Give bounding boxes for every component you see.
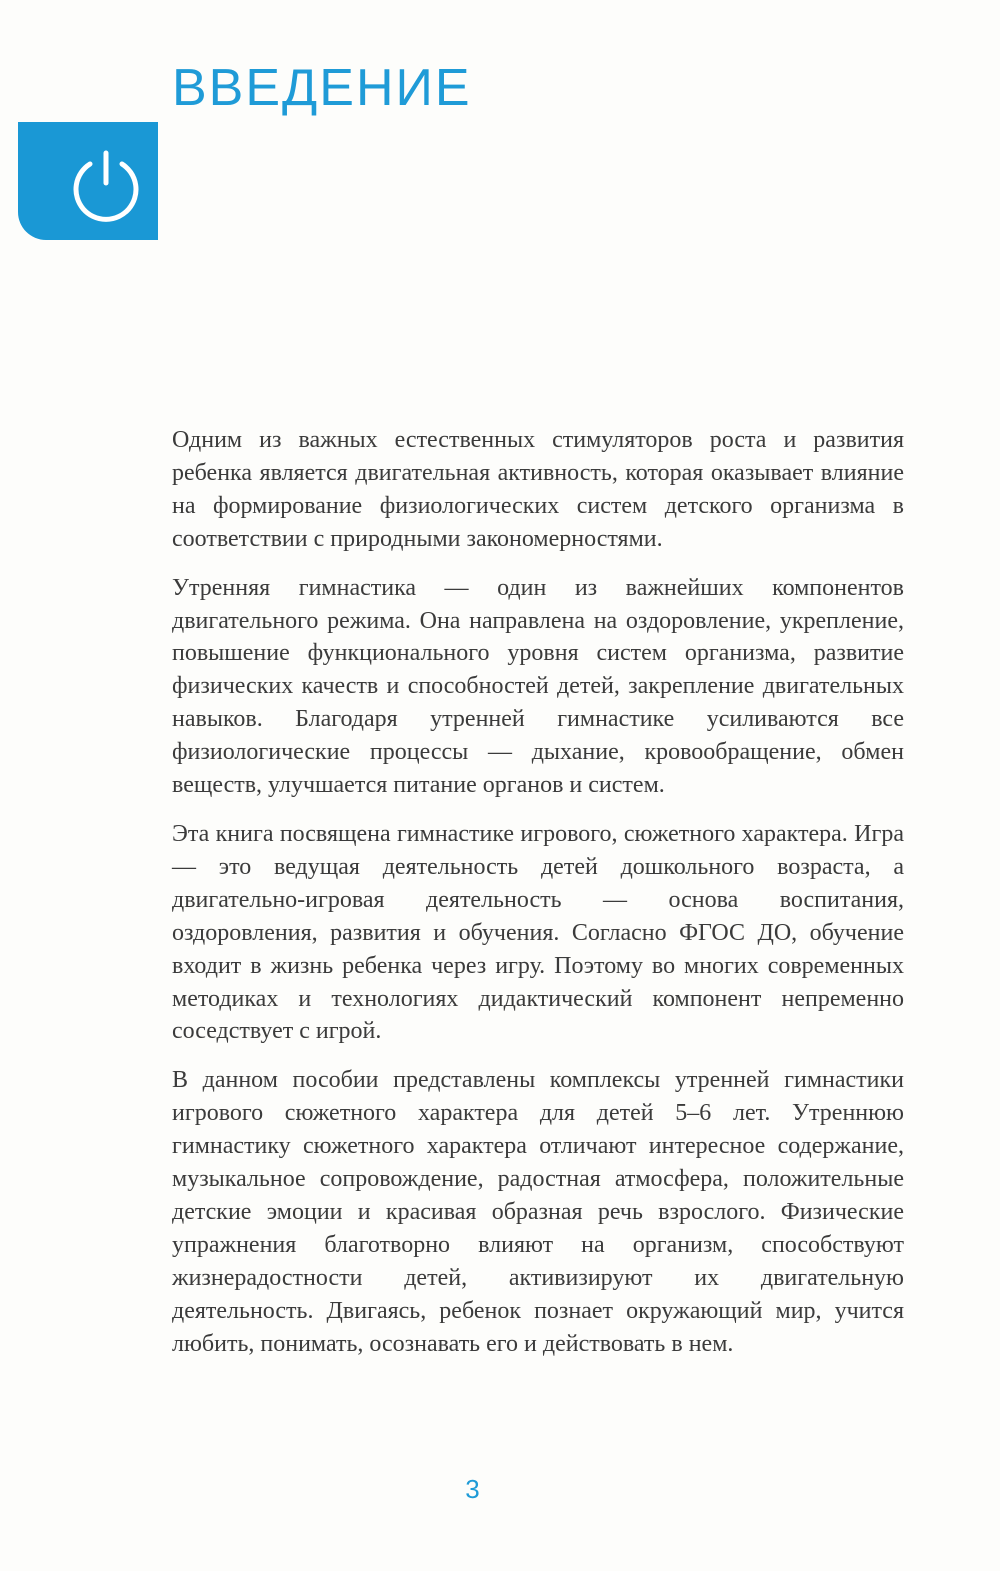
chapter-badge [18, 122, 158, 240]
paragraph: Одним из важных естественных стимуляторов роста и развития ребенка является двигательная активность, которая оказывает влияние на формирование физиологических систем детского организма в соответствии с природными закономерностями. [172, 427, 904, 552]
paragraph: Эта книга посвящена гимнастике игрового, сюжетного характера. Игра — это ведущая деятельность детей дошкольного возраста, а двигательно-игровая деятельность — основа воспитания, оздоровления, развития и обучения. Согласно ФГОС ДО, обучение входит в жизнь ребенка через игру. Поэтому во многих современных методиках и технологиях дидактический компонент непременно соседствует с игрой. [172, 820, 904, 1045]
paragraph: Утренняя гимнастика — один из важнейших компонентов двигательного режима. Она направлена на оздоровление, укрепление, повышение функционального уровня систем организма, развитие физических качеств и способностей детей, закрепление двигательных навыков. Благодаря утренней гимнастике усиливаются все физиологические процессы — дыхание, кровообращение, обмен веществ, улучшается питание органов и систем. [172, 574, 904, 799]
chapter-title: ВВЕДЕНИЕ [172, 59, 472, 117]
body-text [172, 424, 904, 1376]
page-number: 3 [465, 1474, 480, 1504]
power-icon [68, 147, 144, 223]
paragraph: В данном пособии представлены комплексы утренней гимнастики игрового сюжетного характера для детей 5–6 лет. Утреннюю гимнастику сюжетного характера отличают интересное содержание, музыкальное сопровождение, радостная атмосфера, положительные детские эмоции и красивая образная речь взрослого. Физические упражнения благотворно влияют на организм, способствуют жизнерадостности детей, активизируют их двигательную деятельность. Двигаясь, ребенок познает окружающий мир, учится любить, понимать, осознавать его и действовать в нем. [172, 1067, 904, 1357]
